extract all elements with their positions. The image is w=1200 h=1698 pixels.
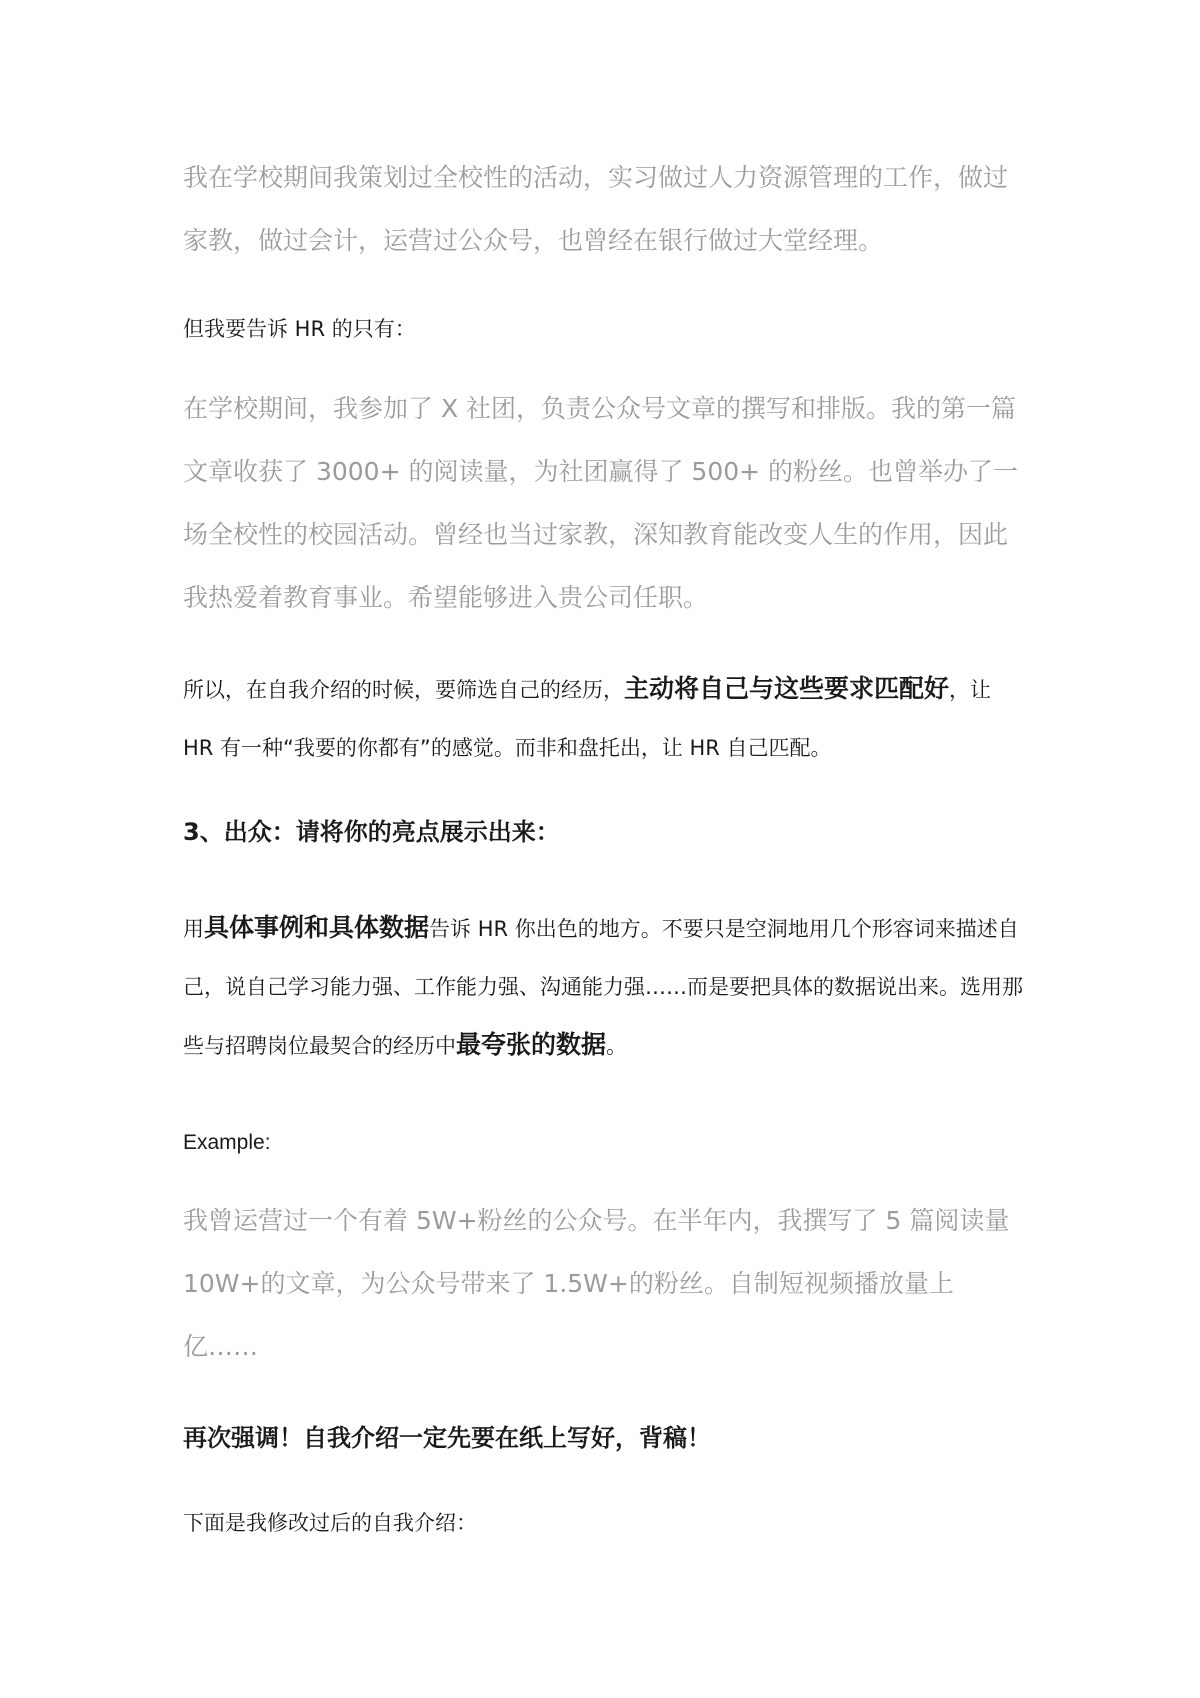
- matching-advice-text-end: ，让 HR 有一种“我要的你都有”的感觉。而非和盘托出，让 HR 自己匹配。: [183, 678, 992, 760]
- data-advice-bold-1: 具体事例和具体数据: [204, 913, 430, 942]
- data-advice-bold-2: 最夸张的数据: [456, 1030, 607, 1059]
- example-text: 我曾运营过一个有着 5W+粉丝的公众号。在半年内，我撰写了 5 篇阅读量 10W+的文章，为公众号带来了 1.5W+的粉丝。自制短视频播放量上亿……: [183, 1206, 1010, 1361]
- matching-advice-text: 所以，在自我介绍的时候，要筛选自己的经历，: [183, 678, 624, 702]
- example-label: Example:: [183, 1131, 271, 1154]
- data-advice-text-1: 用: [183, 917, 204, 941]
- paragraph-sample-intro: 在学校期间，我参加了 X 社团，负责公众号文章的撰写和排版。我的第一篇文章收获了 3000+ 的阅读量，为社团赢得了 500+ 的粉丝。也曾举办了一场全校性的校园活动。曾经也当过家教，深知教育能改变人生的作用，因此我热爱着教育事业。希望能够进入贵公司任职。: [183, 394, 1019, 612]
- closing-line: 下面是我修改过后的自我介绍：: [183, 1511, 477, 1535]
- data-advice-text-3: 。: [606, 1034, 628, 1058]
- paragraph-tell-hr: 但我要告诉 HR 的只有：: [183, 317, 416, 341]
- paragraph-experience-list: 我在学校期间我策划过全校性的活动，实习做过人力资源管理的工作，做过家教，做过会计，运营过公众号，也曾经在银行做过大堂经理。: [183, 163, 1009, 255]
- section-heading-3: 3、出众：请将你的亮点展示出来：: [183, 818, 560, 846]
- paragraph-matching-advice: [183, 660, 1028, 777]
- emphasis-line: 再次强调！自我介绍一定先要在纸上写好，背稿！: [183, 1424, 711, 1452]
- matching-advice-bold: 主动将自己与这些要求匹配好: [624, 674, 950, 703]
- paragraph-data-advice: [183, 899, 1028, 1075]
- data-advice-text-2: 告诉 HR 你出色的地方。不要只是空洞地用几个形容词来描述自己，说自己学习能力强、工作能力强、沟通能力强……而是要把具体的数据说出来。选用那些与招聘岗位最契合的经历中: [183, 917, 1023, 1058]
